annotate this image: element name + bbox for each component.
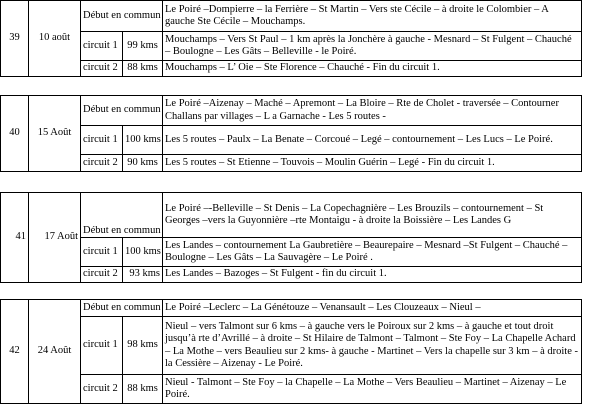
circuit-row: [1, 32, 582, 61]
circuit-label: circuit 1: [81, 126, 123, 155]
commun-route: Le Poiré –Dompierre – la Ferrière – St Martin – Vers ste Cécile – à droite le Colombier – A gauche Ste Cécile – Mouchamps.: [163, 1, 582, 32]
commun-row: [1, 1, 582, 32]
circuit-row: [1, 375, 582, 404]
circuit-distance: 88 kms: [123, 61, 163, 77]
circuit-label: circuit 2: [81, 61, 123, 77]
circuit-label: circuit 1: [81, 317, 123, 375]
ride-date: 17 Août: [29, 193, 81, 283]
commun-row: [1, 96, 582, 126]
circuit-row: [1, 155, 582, 172]
circuit-route: Mouchamps – Vers St Paul – 1 km après la Jonchère à gauche - Mesnard – St Fulgent – Chauché – Boulogne – Les Gâts – Belleville - le Poiré.: [163, 32, 582, 61]
commun-label: Début en commun: [81, 300, 163, 317]
circuit-row: [1, 238, 582, 267]
ride-block-41: [0, 192, 582, 283]
commun-row: [1, 300, 582, 317]
commun-label: Début en commun: [81, 96, 163, 126]
ride-block-42: [0, 299, 582, 404]
circuit-row: [1, 126, 582, 155]
circuit-distance: 99 kms: [123, 32, 163, 61]
ride-block-39: [0, 0, 582, 77]
ride-date: 10 août: [29, 1, 81, 77]
circuit-distance: 93 kms: [123, 267, 163, 283]
circuit-label: circuit 2: [81, 375, 123, 404]
commun-label: Début en commun: [81, 193, 163, 238]
circuit-route: Mouchamps – L’ Oie – Ste Florence – Chauché - Fin du circuit 1.: [163, 61, 582, 77]
circuit-route: Les Landes – contournement La Gaubretière – Beaurepaire – Mesnard –St Fulgent – Chauché – Boulogne – Les Gâts – La Sauvagère – Le Poiré .: [163, 238, 582, 267]
commun-route: Le Poiré –Aizenay – Maché – Apremont – La Bloire – Rte de Cholet - traversée – Contourner Challans par villages – L a Garnache - Les 5 routes -: [163, 96, 582, 126]
circuit-distance: 90 kms: [123, 155, 163, 172]
circuit-label: circuit 1: [81, 238, 123, 267]
circuit-distance: 88 kms: [123, 375, 163, 404]
ride-date: 15 Août: [29, 96, 81, 172]
commun-label: Début en commun: [81, 1, 163, 32]
circuit-route: Les 5 routes – St Etienne – Touvois – Moulin Guérin – Legé - Fin du circuit 1.: [163, 155, 582, 172]
ride-block-40: [0, 95, 582, 172]
circuit-distance: 98 kms: [123, 317, 163, 375]
commun-route: Le Poiré –-Belleville – St Denis – La Copechagnière – Les Brouzils – contournement – St Georges –vers la Guyonnière –rte Montaigu - à droite la Boissière – Les Landes G: [163, 193, 582, 238]
circuit-label: circuit 1: [81, 32, 123, 61]
ride-number: 40: [1, 96, 29, 172]
commun-row: [1, 193, 582, 238]
circuit-row: [1, 61, 582, 77]
circuit-label: circuit 2: [81, 155, 123, 172]
circuit-label: circuit 2: [81, 267, 123, 283]
commun-route: Le Poiré –Leclerc – La Génétouze – Venansault – Les Clouzeaux – Nieul –: [163, 300, 582, 317]
ride-number: 39: [1, 1, 29, 77]
circuit-distance: 100 kms: [123, 238, 163, 267]
circuit-route: Nieul - Talmont – Ste Foy – la Chapelle – La Mothe – Vers Beaulieu – Martinet – Aizenay – Le Poiré.: [163, 375, 582, 404]
ride-date: 24 Août: [29, 300, 81, 404]
circuit-route: Les 5 routes – Paulx – La Benate – Corcoué – Legé – contournement – Les Lucs – Le Poiré.: [163, 126, 582, 155]
circuit-distance: 100 kms: [123, 126, 163, 155]
ride-number: 42: [1, 300, 29, 404]
circuit-route: Nieul – vers Talmont sur 6 kms – à gauche vers le Poiroux sur 2 kms – à gauche et tout droit jusqu’à rte d’Avrillé – à droite – St Hilaire de Talmont – Talmont – Ste Foy – La Chapelle Achard – La Mothe – vers Beaulieu sur 2 kms- à gauche - Martinet – Vers la chapelle sur 3 km – à droite - la Cessière – Aizenay - Le Poiré.: [163, 317, 582, 375]
circuit-route: Les Landes – Bazoges – St Fulgent - fin du circuit 1.: [163, 267, 582, 283]
ride-number: 41: [1, 193, 29, 283]
circuit-row: [1, 317, 582, 375]
circuit-row: [1, 267, 582, 283]
